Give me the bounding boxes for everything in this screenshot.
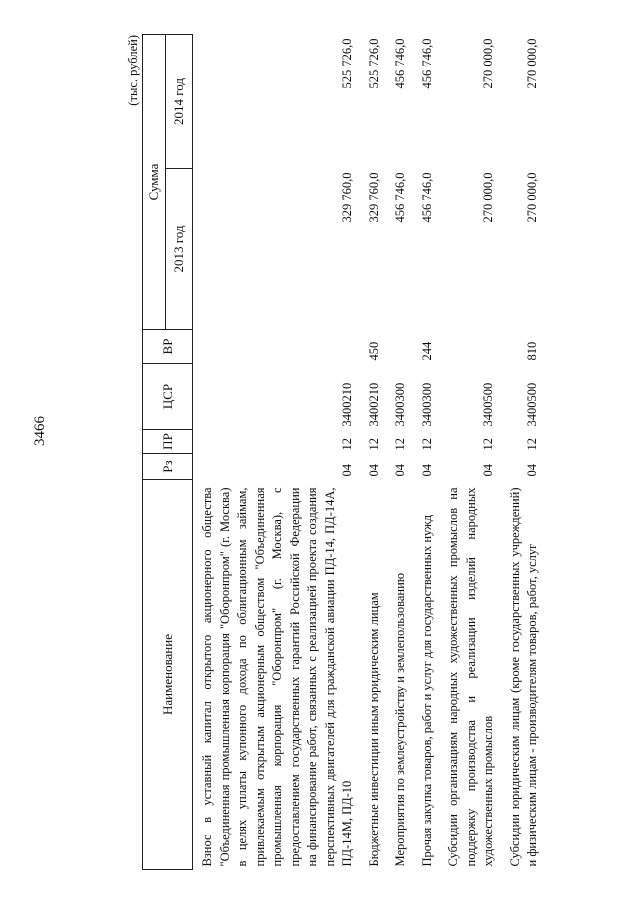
row-2014: 456 746,0: [419, 38, 434, 89]
budget-table: [142, 34, 545, 870]
row-rz: 04: [393, 464, 407, 477]
row-name: Прочая закупка товаров, работ и услуг для государственных нужд: [419, 514, 434, 867]
row-2013: 329 760,0: [366, 172, 381, 223]
row-csr: 3400300: [393, 382, 407, 427]
row-2013: 456 746,0: [393, 172, 407, 223]
row-csr: 3400500: [525, 382, 539, 427]
header-csr: ЦСР: [143, 364, 193, 430]
table-row: [439, 35, 501, 870]
row-name: Субсидии юридическим лицам (кроме государственных учреждений) и физическим лицам - производителям товаров, работ, услуг: [507, 487, 539, 867]
row-csr: 3400210: [340, 382, 354, 427]
page-number: 3466: [32, 416, 48, 446]
row-rz: 04: [419, 464, 434, 477]
row-2013: 329 760,0: [340, 172, 354, 223]
row-vr: 244: [419, 341, 434, 361]
header-2013: 2013 год: [166, 169, 193, 330]
header-pr: ПР: [143, 430, 193, 454]
row-vr: [439, 330, 501, 364]
units-label: (тыс. рублей): [126, 35, 140, 106]
row-2013: 456 746,0: [419, 172, 434, 223]
header-name: Наименование: [143, 480, 193, 870]
row-vr: [386, 330, 413, 364]
row-2013: 270 000,0: [481, 172, 495, 223]
header-rz: Рз: [143, 454, 193, 480]
row-pr: 12: [419, 438, 434, 451]
row-name: Субсидии организациям народных художественных промыслов на поддержку производства и реализации изделий народных художественных промыслов: [446, 487, 495, 867]
row-rz: 04: [525, 464, 539, 477]
row-rz: 04: [481, 464, 495, 477]
table-row: [360, 35, 387, 870]
row-vr: 450: [366, 341, 381, 361]
header-2014: 2014 год: [166, 35, 193, 169]
table-row: [501, 35, 545, 870]
row-csr: 3400210: [366, 382, 381, 427]
row-pr: 12: [393, 438, 407, 451]
row-2014: 525 726,0: [340, 38, 354, 89]
row-name: Бюджетные инвестиции иным юридическим лицам: [366, 592, 381, 867]
table-row: [193, 35, 360, 870]
row-csr: 3400300: [419, 382, 434, 427]
row-rz: 04: [340, 464, 354, 477]
table-row: [386, 35, 413, 870]
header-vr: ВР: [143, 330, 193, 364]
row-pr: 12: [366, 438, 381, 451]
rotated-page-content: [126, 35, 540, 870]
row-pr: 12: [481, 438, 495, 451]
row-pr: 12: [525, 438, 539, 451]
row-pr: 12: [340, 438, 354, 451]
table-row: [413, 35, 440, 870]
row-rz: 04: [366, 464, 381, 477]
row-2014: 456 746,0: [393, 38, 407, 89]
row-vr: 810: [525, 341, 539, 361]
row-csr: 3400500: [481, 382, 495, 427]
row-2014: 270 000,0: [481, 38, 495, 89]
row-2013: 270 000,0: [525, 172, 539, 223]
row-name: Мероприятия по землеустройству и землепользованию: [393, 572, 407, 867]
header-sum: Сумма: [143, 35, 166, 330]
row-2014: 525 726,0: [366, 38, 381, 89]
row-name: Взнос в уставный капитал открытого акционерного общества "Объединенная промышленная корпорация "Оборонпром" (г. Москва) в целях уплаты купонного дохода по облигационным займам, привлекаемым открытым акционерным обществом "Объединенная промышленная корпорация "Оборонпром" (г. Москва), с предоставлением государственных гарантий Российской Федерации на финансирование работ, связанных с реализацией проекта создания перспективных двигателей для гражданской авиации ПД-14, ПД-14А, ПД-14М, ПД-10: [200, 487, 354, 867]
row-vr: [193, 330, 360, 364]
row-2014: 270 000,0: [525, 38, 539, 89]
